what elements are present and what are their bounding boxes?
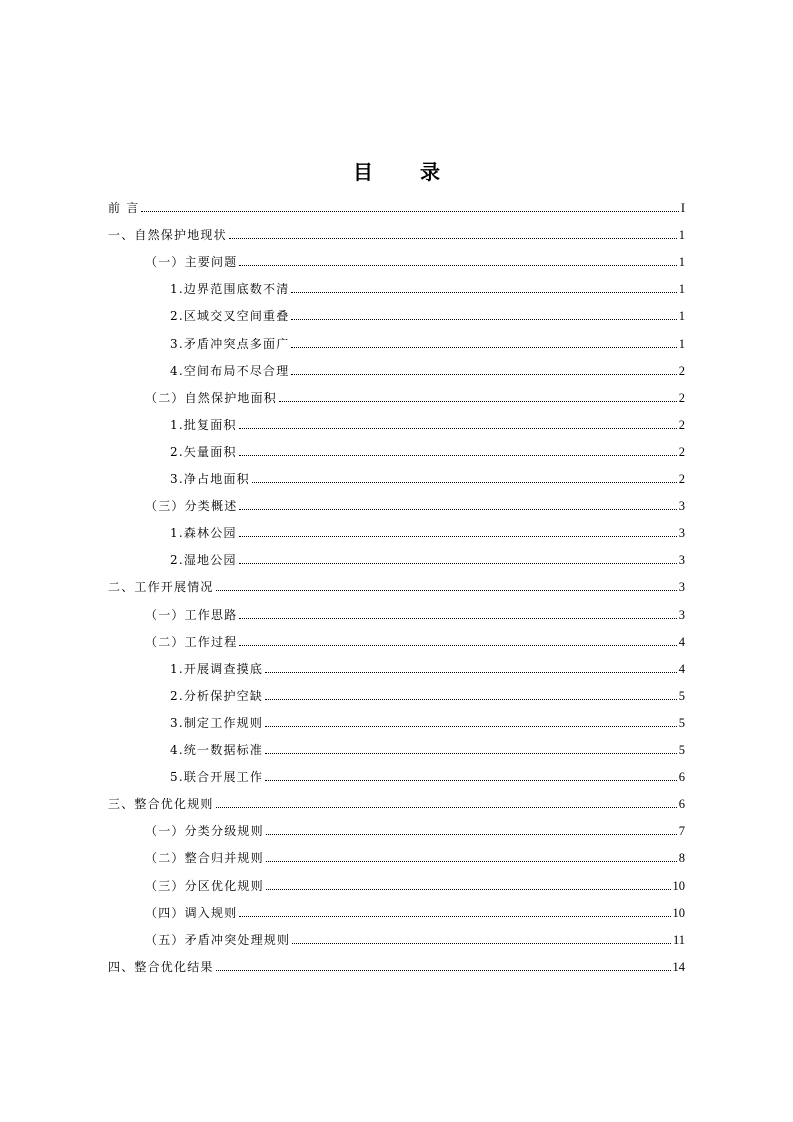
toc-page-number: 3 [678, 553, 685, 568]
toc-entry[interactable] [170, 676, 685, 703]
toc-page-number: 14 [672, 959, 685, 974]
toc-dot-leader [239, 645, 676, 646]
toc-page-number: 6 [678, 797, 685, 812]
toc-dot-leader [229, 238, 677, 239]
toc-dot-leader [265, 753, 677, 754]
toc-entry-title: （二）工作过程 [145, 634, 238, 649]
toc-entry[interactable] [108, 188, 685, 215]
toc-entry-title: （一）分类分级规则 [145, 824, 264, 839]
toc-entry-title: 1.森林公园 [170, 526, 237, 541]
toc-entry-title: 二、工作开展情况 [108, 580, 214, 595]
toc-page-number: 2 [678, 444, 685, 459]
toc-page-number: 4 [678, 634, 685, 649]
toc-page-number: 5 [678, 743, 685, 757]
toc-entry-title: （四）调入规则 [145, 905, 238, 920]
toc-page-number: 3 [678, 580, 685, 595]
toc-entry[interactable] [145, 378, 685, 405]
toc-dot-leader [216, 590, 677, 591]
toc-entry[interactable] [170, 540, 685, 567]
toc-entry[interactable] [145, 838, 685, 865]
toc-entry-title: （三）分类概述 [145, 499, 238, 514]
toc-page-number: 1 [678, 228, 685, 243]
toc-entry[interactable] [170, 703, 685, 730]
toc-entry-title: 1.边界范围底数不清 [170, 282, 290, 297]
toc-dot-leader [279, 401, 677, 402]
toc-entry-title: 3.制定工作规则 [170, 715, 264, 730]
toc-dot-leader [291, 347, 676, 348]
toc-dot-leader [291, 374, 676, 375]
toc-entry[interactable] [145, 893, 685, 920]
toc-dot-leader [239, 618, 676, 619]
toc-page-number: 3 [678, 607, 685, 622]
toc-entry[interactable] [145, 595, 685, 622]
toc-page-number: 3 [678, 499, 685, 514]
toc-dot-leader [266, 861, 677, 862]
toc-dot-leader [239, 536, 677, 537]
toc-dot-leader [252, 482, 677, 483]
toc-dot-leader [239, 916, 670, 917]
toc-dot-leader [141, 211, 678, 212]
toc-dot-leader [265, 672, 677, 673]
toc-dot-leader [216, 807, 677, 808]
toc-entry[interactable] [170, 296, 685, 323]
toc-entry[interactable] [145, 920, 685, 947]
toc-dot-leader [216, 970, 671, 971]
toc-page-number: 3 [678, 526, 685, 541]
toc-entry[interactable] [170, 269, 685, 296]
toc-dot-leader [291, 292, 676, 293]
toc-dot-leader [292, 943, 671, 944]
toc-entry[interactable] [108, 784, 685, 811]
toc-page-number: I [680, 201, 685, 215]
toc-page-number: 5 [678, 688, 685, 703]
toc-dot-leader [239, 563, 677, 564]
toc-page-number: 11 [672, 932, 685, 947]
toc-entry[interactable] [170, 405, 685, 432]
toc-page-number: 7 [678, 824, 685, 839]
toc-entry-title: 2.湿地公园 [170, 553, 237, 568]
toc-page-number: 1 [678, 336, 685, 351]
toc-entry-title: 4.空间布局不尽合理 [170, 363, 290, 378]
toc-entry-title: 1.开展调查摸底 [170, 661, 264, 676]
toc-dot-leader [266, 889, 671, 890]
toc-entry[interactable] [170, 649, 685, 676]
toc-entry-title: 4.统一数据标准 [170, 743, 264, 757]
toc-dot-leader [266, 834, 677, 835]
toc-page-number: 1 [678, 255, 685, 270]
toc-dot-leader [265, 726, 677, 727]
toc-entry-title: 2.分析保护空缺 [170, 688, 264, 703]
toc-entry-title: 1.批复面积 [170, 417, 237, 432]
toc-entry[interactable] [170, 351, 685, 378]
toc-page-number: 10 [672, 905, 685, 920]
toc-dot-leader [265, 699, 677, 700]
toc-dot-leader [239, 265, 676, 266]
toc-entry-title: 2.区域交叉空间重叠 [170, 309, 290, 324]
toc-entry-title: 四、整合优化结果 [108, 959, 214, 974]
toc-entry[interactable] [145, 866, 685, 893]
toc-entry[interactable] [108, 215, 685, 242]
toc-entry-title: （三）分区优化规则 [145, 878, 264, 893]
toc-page-number: 8 [678, 851, 685, 866]
toc-entry[interactable] [170, 513, 685, 540]
toc-page-number: 5 [678, 715, 685, 730]
toc-entry-title: （一）工作思路 [145, 607, 238, 622]
toc-dot-leader [239, 428, 677, 429]
toc-entry-title: 3.净占地面积 [170, 472, 250, 486]
toc-entry[interactable] [170, 432, 685, 459]
toc-entry-title: 2.矢量面积 [170, 444, 237, 459]
toc-entry-title: （二）自然保护地面积 [145, 390, 278, 405]
toc-entry-title: （二）整合归并规则 [145, 851, 264, 866]
toc-entry-title: 3.矛盾冲突点多面广 [170, 336, 290, 351]
toc-entry-title: 5.联合开展工作 [170, 770, 264, 785]
toc-entry[interactable] [108, 567, 685, 594]
toc-entry-title: 一、自然保护地现状 [108, 228, 227, 243]
toc-entry[interactable] [145, 486, 685, 513]
toc-entry-title: （一）主要问题 [145, 255, 238, 270]
toc-page-number: 2 [678, 390, 685, 405]
toc-entry-title: （五）矛盾冲突处理规则 [145, 932, 291, 947]
toc-dot-leader [239, 509, 676, 510]
toc-entry[interactable] [145, 811, 685, 838]
toc-entry[interactable] [145, 242, 685, 269]
toc-page-number: 1 [678, 282, 685, 297]
toc-entry[interactable] [108, 947, 685, 974]
toc-page-number: 2 [678, 363, 685, 378]
toc-entry[interactable] [145, 622, 685, 649]
toc-entry[interactable] [170, 757, 685, 784]
toc-dot-leader [291, 319, 676, 320]
toc-entry-title: 前 言 [108, 201, 140, 215]
toc-entry[interactable] [170, 730, 685, 757]
toc-page-number: 6 [678, 770, 685, 785]
toc-dot-leader [239, 455, 677, 456]
toc-page-number: 1 [678, 309, 685, 324]
toc-page-number: 4 [678, 661, 685, 676]
toc-entry[interactable] [170, 324, 685, 351]
toc-page-number: 2 [678, 472, 685, 486]
toc-dot-leader [265, 780, 677, 781]
toc-page-number: 10 [672, 878, 685, 893]
toc-page-number: 2 [678, 417, 685, 432]
toc-entry-title: 三、整合优化规则 [108, 797, 214, 812]
page-title: 目 录 [353, 160, 460, 184]
toc-entry[interactable] [170, 459, 685, 486]
